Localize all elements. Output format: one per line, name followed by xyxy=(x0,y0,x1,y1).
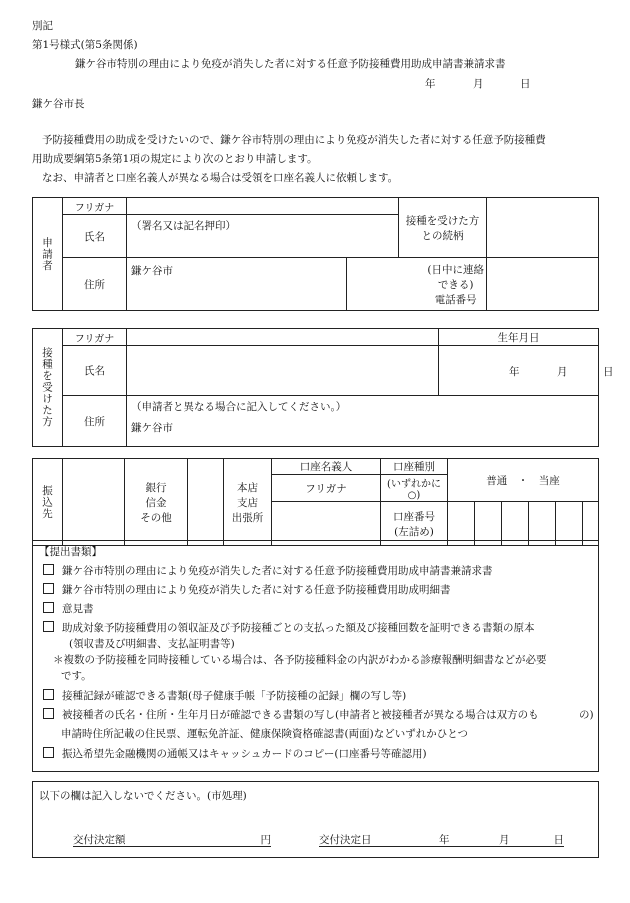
account-digit-2[interactable] xyxy=(475,502,502,546)
bank-name-field[interactable] xyxy=(63,459,125,546)
grant-date-label: 交付決定日 xyxy=(319,834,372,846)
intro-line-1: 予防接種費用の助成を受けたいので、鎌ケ谷市特別の理由により免疫が消失した者に対する任意予防接種費 xyxy=(42,134,546,146)
recipient-section-label: 接種を受けた方 xyxy=(33,329,63,447)
account-holder-field[interactable] xyxy=(272,502,381,546)
document-item-6-sub: 申請時住所記載の住民票、運転免許証、健康保険資格確認書(両面)などいずれかひとつ xyxy=(61,728,468,740)
recipient-address-value: 鎌ケ谷市 xyxy=(131,422,173,434)
applicant-name-note: （署名又は記名押印） xyxy=(131,220,236,232)
applicant-name-label: 氏名 xyxy=(63,215,127,258)
document-item[interactable]: 鎌ケ谷市特別の理由により免疫が消失した者に対する任意予防接種費用助成明細書 xyxy=(43,582,451,597)
transfer-table xyxy=(32,458,599,546)
applicant-name-field[interactable] xyxy=(127,215,399,258)
recipient-name-label: 氏名 xyxy=(63,346,127,396)
grant-date-month: 月 xyxy=(499,834,510,846)
addressee: 鎌ケ谷市長 xyxy=(32,98,85,110)
document-item[interactable]: 接種記録が確認できる書類(母子健康手帳「予防接種の記録」欄の写し等) xyxy=(43,688,406,703)
checkbox[interactable] xyxy=(43,689,54,700)
checkbox[interactable] xyxy=(43,747,54,758)
document-item[interactable]: 鎌ケ谷市特別の理由により免疫が消失した者に対する任意予防接種費用助成申請書兼請求書 xyxy=(43,563,493,578)
office-use-box xyxy=(32,781,599,858)
recipient-furigana-field[interactable] xyxy=(127,329,439,346)
office-use-note: 以下の欄は記入しないでください。(市処理) xyxy=(39,790,247,802)
form-number: 第1号様式(第5条関係) xyxy=(32,39,138,51)
account-digit-1[interactable] xyxy=(448,502,475,546)
document-item-4-sub: (領収書及び明細書、支払証明書等) xyxy=(69,638,235,650)
applicant-relation-label: 接種を受けた方 との続柄 xyxy=(399,198,487,258)
account-type-label: 口座種別 xyxy=(381,459,448,475)
recipient-furigana-label: フリガナ xyxy=(63,329,127,346)
recipient-table xyxy=(32,328,614,447)
document-item[interactable]: 助成対象予防接種費用の領収証及び予防接種ごとの支払った額及び接種回数を証明できる書類の原本 xyxy=(43,620,535,635)
checkbox[interactable] xyxy=(43,602,54,613)
recipient-dob-field[interactable] xyxy=(439,346,614,396)
account-digit-6[interactable] xyxy=(583,502,599,546)
checkbox[interactable] xyxy=(43,621,54,632)
recipient-address-field[interactable] xyxy=(127,396,599,447)
document-item[interactable]: 意見書 xyxy=(43,601,94,616)
date-month-label: 月 xyxy=(473,78,484,90)
bank-type-label: 銀行 信金 その他 xyxy=(125,459,188,546)
documents-heading: 【提出書類】 xyxy=(39,546,102,558)
checkbox[interactable] xyxy=(43,708,54,719)
document-item[interactable]: 振込希望先金融機関の通帳又はキャッシュカードのコピー(口座番号等確認用) xyxy=(43,746,427,761)
applicant-section-label: 申請者 xyxy=(33,198,63,311)
recipient-dob-month: 月 xyxy=(557,365,568,378)
account-digit-5[interactable] xyxy=(556,502,583,546)
document-item[interactable]: 被接種者の氏名・住所・生年月日が確認できる書類の写し(申請者と被接種者が異なる場合は双方のも xyxy=(43,707,539,722)
transfer-section-label: 振込先 xyxy=(33,459,63,546)
grant-amount-unit: 円 xyxy=(260,834,271,846)
applicant-phone-field[interactable] xyxy=(487,258,599,311)
grant-amount-label: 交付決定額 xyxy=(73,834,126,846)
account-type-options[interactable]: 普通 ・ 当座 xyxy=(448,459,599,502)
account-number-label: 口座番号 (左詰め) xyxy=(381,502,448,546)
applicant-address-field[interactable] xyxy=(127,258,347,311)
applicant-table xyxy=(32,197,599,311)
account-digit-3[interactable] xyxy=(502,502,529,546)
branch-type-label: 本店 支店 出張所 xyxy=(224,459,272,546)
recipient-dob-label: 生年月日 xyxy=(439,329,599,346)
applicant-phone-label: (日中に連絡 できる) 電話番号 xyxy=(347,258,487,311)
applicant-relation-field[interactable] xyxy=(487,198,599,258)
checkbox[interactable] xyxy=(43,583,54,594)
recipient-dob-year: 年 xyxy=(509,365,520,378)
date-year-label: 年 xyxy=(425,78,436,90)
applicant-furigana-field[interactable] xyxy=(127,198,399,215)
documents-note-line-2: です。 xyxy=(61,670,92,682)
recipient-address-label: 住所 xyxy=(63,396,127,447)
grant-date-year: 年 xyxy=(439,834,450,846)
documents-box xyxy=(32,540,599,772)
grant-amount-field[interactable] xyxy=(73,832,271,847)
applicant-furigana-label: フリガナ xyxy=(63,198,127,215)
account-type-note: (いずれかに○) xyxy=(381,475,448,502)
document-item-6-cont: の) xyxy=(579,709,594,721)
documents-note-line-1: ＊複数の予防接種を同時接種している場合は、各予防接種料金の内訳がわかる診療報酬明細書などが必要 xyxy=(53,654,547,666)
account-holder-label: 口座名義人 xyxy=(272,459,381,475)
recipient-address-note: （申請者と異なる場合に記入してください。） xyxy=(131,401,347,413)
grant-date-day: 日 xyxy=(553,834,564,846)
annex-label: 別記 xyxy=(32,20,53,32)
form-title: 鎌ケ谷市特別の理由により免疫が消失した者に対する任意予防接種費用助成申請書兼請求書 xyxy=(75,58,506,70)
account-digit-4[interactable] xyxy=(529,502,556,546)
date-day-label: 日 xyxy=(520,78,531,90)
recipient-dob-day: 日 xyxy=(603,365,614,378)
account-holder-furigana-label: フリガナ xyxy=(272,475,381,502)
intro-line-3: なお、申請者と口座名義人が異なる場合は受領を口座名義人に依頼します。 xyxy=(42,172,399,184)
grant-date-field[interactable] xyxy=(319,832,564,847)
recipient-name-field[interactable] xyxy=(127,346,439,396)
applicant-address-label: 住所 xyxy=(63,258,127,311)
intro-line-2: 用助成要綱第5条第1項の規定により次のとおり申請します。 xyxy=(32,153,318,165)
branch-name-field[interactable] xyxy=(188,459,224,546)
checkbox[interactable] xyxy=(43,564,54,575)
applicant-address-value: 鎌ケ谷市 xyxy=(131,265,173,277)
